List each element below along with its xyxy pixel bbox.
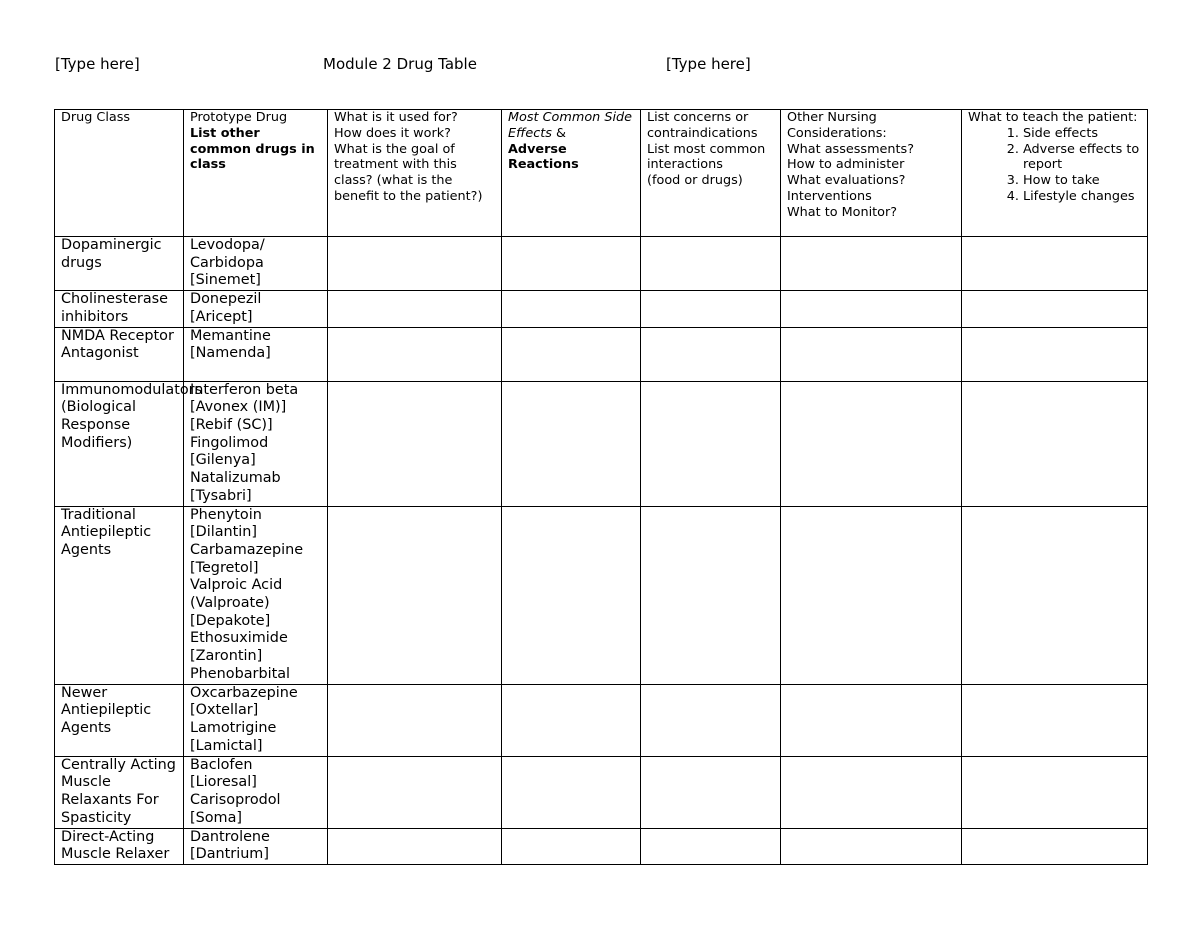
nursing-cell[interactable] bbox=[781, 756, 962, 828]
prototype-drug-cell[interactable] bbox=[184, 828, 328, 864]
drug-class-cell[interactable]: Cholinesterase inhibitors bbox=[55, 291, 184, 327]
drug-class-cell[interactable]: Direct-Acting Muscle Relaxer bbox=[55, 828, 184, 864]
drug-name: Carbidopa bbox=[190, 254, 264, 271]
table-header-row bbox=[55, 110, 1148, 237]
side-effects-cell[interactable] bbox=[502, 756, 641, 828]
nursing-cell[interactable] bbox=[781, 506, 962, 684]
table-row bbox=[55, 381, 1148, 506]
prototype-drug-cell[interactable] bbox=[184, 327, 328, 381]
header-teach-intro: What to teach the patient: bbox=[968, 110, 1138, 125]
concerns-cell[interactable] bbox=[641, 327, 781, 381]
table-row bbox=[55, 506, 1148, 684]
drug-name: Ethosuximide bbox=[190, 630, 288, 647]
used-for-cell[interactable] bbox=[328, 381, 502, 506]
teach-list bbox=[968, 126, 1143, 205]
drug-name: Valproic Acid bbox=[190, 577, 283, 594]
teach-cell[interactable] bbox=[962, 828, 1148, 864]
concerns-cell[interactable] bbox=[641, 756, 781, 828]
header-right-placeholder[interactable]: [Type here] bbox=[666, 55, 751, 73]
prototype-drug-cell[interactable] bbox=[184, 684, 328, 756]
side-effects-cell[interactable] bbox=[502, 291, 641, 327]
teach-cell[interactable] bbox=[962, 756, 1148, 828]
drug-name: Carbamazepine bbox=[190, 541, 304, 558]
header-side-effects bbox=[502, 110, 641, 237]
nursing-cell[interactable] bbox=[781, 327, 962, 381]
header-nursing bbox=[781, 110, 962, 237]
teach-item: 2. Adverse effects to report bbox=[1023, 142, 1143, 174]
drug-name: [Namenda] bbox=[190, 345, 271, 362]
drug-name: [Avonex (IM)] bbox=[190, 399, 287, 416]
teach-cell[interactable] bbox=[962, 506, 1148, 684]
drug-name: Oxcarbazepine bbox=[190, 684, 298, 701]
drug-name: (Valproate) bbox=[190, 595, 270, 612]
teach-item: 3. How to take bbox=[1023, 173, 1143, 189]
drug-name: Fingolimod bbox=[190, 434, 269, 451]
header-used-for-line2: How does it work? bbox=[334, 125, 451, 141]
drug-class-cell[interactable]: Traditional Antiepileptic Agents bbox=[55, 506, 184, 684]
document-title: Module 2 Drug Table bbox=[323, 55, 477, 73]
header-used-for-line3: What is the goal of treatment with this class? (what is the benefit to the patient?) bbox=[334, 141, 483, 204]
drug-name: Phenytoin bbox=[190, 506, 262, 523]
side-effects-cell[interactable] bbox=[502, 381, 641, 506]
side-effects-cell[interactable] bbox=[502, 237, 641, 291]
drug-name: [Zarontin] bbox=[190, 648, 263, 665]
teach-cell[interactable] bbox=[962, 327, 1148, 381]
drug-name: Phenobarbital bbox=[190, 665, 291, 682]
drug-class-cell[interactable]: Dopaminergic drugs bbox=[55, 237, 184, 291]
nursing-cell[interactable] bbox=[781, 828, 962, 864]
table-row bbox=[55, 291, 1148, 327]
drug-name: [Aricept] bbox=[190, 308, 253, 325]
header-nursing-line4: What evaluations? bbox=[787, 173, 906, 189]
drug-name: Levodopa/ bbox=[190, 237, 265, 253]
drug-class-cell[interactable]: Immunomodulators (Biological Response Modifiers) bbox=[55, 381, 184, 506]
drug-name: Carisoprodol bbox=[190, 791, 281, 808]
drug-class-cell[interactable]: Newer Antiepileptic Agents bbox=[55, 684, 184, 756]
drug-name: [Rebif (SC)] bbox=[190, 416, 273, 433]
side-effects-cell[interactable] bbox=[502, 828, 641, 864]
concerns-cell[interactable] bbox=[641, 291, 781, 327]
teach-item: 4. Lifestyle changes bbox=[1023, 189, 1143, 205]
header-drug-class-label: Drug Class bbox=[61, 110, 131, 125]
drug-name: [Dantrium] bbox=[190, 846, 269, 863]
header-prototype-line2: List other common drugs in class bbox=[190, 125, 315, 173]
used-for-cell[interactable] bbox=[328, 756, 502, 828]
drug-class-cell[interactable]: Centrally Acting Muscle Relaxants For Spasticity bbox=[55, 756, 184, 828]
concerns-cell[interactable] bbox=[641, 684, 781, 756]
drug-name: Interferon beta bbox=[190, 381, 299, 398]
header-teach bbox=[962, 110, 1148, 237]
nursing-cell[interactable] bbox=[781, 237, 962, 291]
teach-item: 1. Side effects bbox=[1023, 126, 1143, 142]
drug-name: [Soma] bbox=[190, 809, 243, 826]
table-row bbox=[55, 684, 1148, 756]
drug-name: [Sinemet] bbox=[190, 272, 261, 289]
header-nursing-line1: Other Nursing Considerations: bbox=[787, 110, 887, 141]
drug-name: [Dilantin] bbox=[190, 524, 258, 541]
drug-name: [Depakote] bbox=[190, 612, 271, 629]
table-row bbox=[55, 828, 1148, 864]
drug-name: [Lamictal] bbox=[190, 737, 263, 754]
header-nursing-line6: What to Monitor? bbox=[787, 204, 898, 220]
drug-name: Donepezil bbox=[190, 291, 262, 308]
drug-class-cell[interactable]: NMDA Receptor Antagonist bbox=[55, 327, 184, 381]
header-side-effects-amp: & bbox=[551, 125, 566, 141]
drug-name: Memantine bbox=[190, 327, 271, 344]
drug-name: Dantrolene bbox=[190, 828, 270, 845]
side-effects-cell[interactable] bbox=[502, 684, 641, 756]
header-concerns-line2: List most common interactions bbox=[647, 141, 766, 173]
teach-cell[interactable] bbox=[962, 381, 1148, 506]
header-nursing-line3: How to administer bbox=[787, 157, 905, 173]
nursing-cell[interactable] bbox=[781, 381, 962, 506]
drug-table bbox=[54, 109, 1148, 865]
side-effects-cell[interactable] bbox=[502, 327, 641, 381]
header-prototype-line1: Prototype Drug bbox=[190, 110, 288, 125]
prototype-drug-cell[interactable] bbox=[184, 756, 328, 828]
header-drug-class bbox=[55, 110, 184, 237]
drug-name: [Gilenya] bbox=[190, 452, 256, 469]
header-side-effects-bold: Adverse Reactions bbox=[508, 141, 579, 173]
header-prototype bbox=[184, 110, 328, 237]
header-nursing-line2: What assessments? bbox=[787, 141, 915, 157]
concerns-cell[interactable] bbox=[641, 237, 781, 291]
header-used-for bbox=[328, 110, 502, 237]
header-used-for-line1: What is it used for? bbox=[334, 110, 458, 125]
nursing-cell[interactable] bbox=[781, 684, 962, 756]
side-effects-cell[interactable] bbox=[502, 506, 641, 684]
prototype-drug-cell[interactable] bbox=[184, 506, 328, 684]
prototype-drug-cell[interactable] bbox=[184, 381, 328, 506]
teach-cell[interactable] bbox=[962, 291, 1148, 327]
teach-cell[interactable] bbox=[962, 237, 1148, 291]
used-for-cell[interactable] bbox=[328, 237, 502, 291]
drug-name: [Oxtellar] bbox=[190, 702, 259, 719]
concerns-cell[interactable] bbox=[641, 381, 781, 506]
prototype-drug-cell[interactable] bbox=[184, 291, 328, 327]
table-row bbox=[55, 327, 1148, 381]
drug-name: Baclofen bbox=[190, 756, 253, 773]
used-for-cell[interactable] bbox=[328, 506, 502, 684]
used-for-cell[interactable] bbox=[328, 684, 502, 756]
header-left-placeholder[interactable]: [Type here] bbox=[55, 55, 140, 73]
drug-name: [Tysabri] bbox=[190, 487, 252, 504]
header-concerns bbox=[641, 110, 781, 237]
prototype-drug-cell[interactable] bbox=[184, 237, 328, 291]
used-for-cell[interactable] bbox=[328, 291, 502, 327]
table-row bbox=[55, 237, 1148, 291]
header-nursing-line5: Interventions bbox=[787, 188, 872, 204]
concerns-cell[interactable] bbox=[641, 828, 781, 864]
drug-name: Lamotrigine bbox=[190, 719, 277, 736]
header-side-effects-italic: Most Common Side Effects bbox=[508, 110, 633, 141]
drug-name: [Tegretol] bbox=[190, 559, 259, 576]
used-for-cell[interactable] bbox=[328, 828, 502, 864]
header-concerns-line3: (food or drugs) bbox=[647, 173, 743, 189]
table-row bbox=[55, 756, 1148, 828]
teach-cell[interactable] bbox=[962, 684, 1148, 756]
drug-name: Natalizumab bbox=[190, 470, 281, 487]
drug-name: [Lioresal] bbox=[190, 774, 257, 791]
concerns-cell[interactable] bbox=[641, 506, 781, 684]
header-concerns-line1: List concerns or contraindications bbox=[647, 110, 758, 141]
used-for-cell[interactable] bbox=[328, 327, 502, 381]
nursing-cell[interactable] bbox=[781, 291, 962, 327]
